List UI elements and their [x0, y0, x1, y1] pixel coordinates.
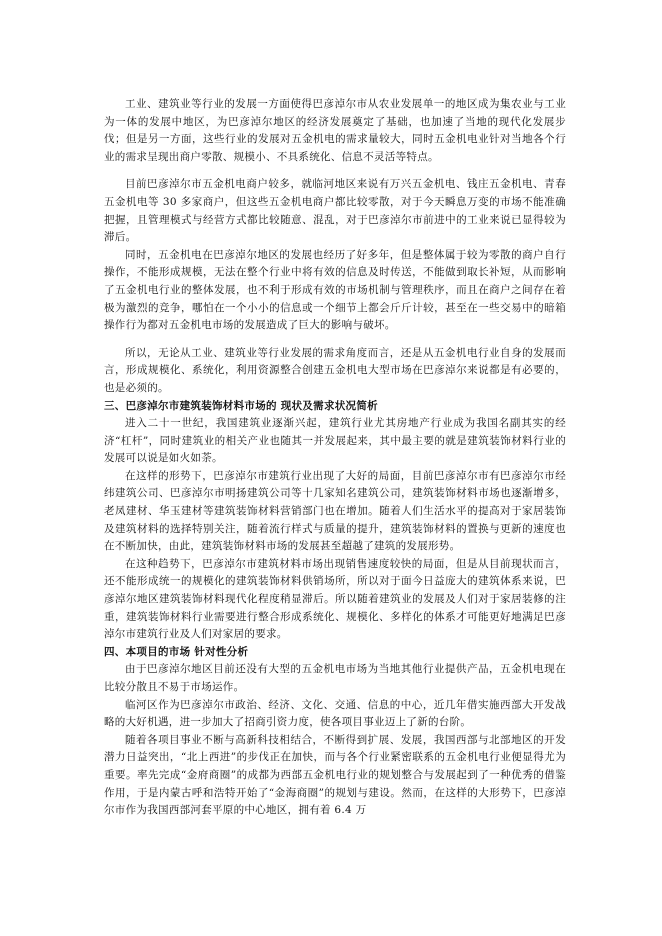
paragraph-scattered-operation: 同时，五金机电在巴彦淖尔地区的发展也经历了好多年，但是整体属于较为零散的商户自行操作，不能形成规模，无法在整个行业中将有效的信息及时传送，不能做到取长补短，从而影响了五金机电行业的整体发展，也不利于形成有效的市场机制与管理秩序，而且在商户之间存在着极为激烈的竞争，哪怕在一个小小的信息或一个细节上都会斤斤计较，甚至在一些交易中的暗箱操作行为都对五金机电市场的发展造成了巨大的影响与破坏。 — [104, 248, 566, 332]
paragraph-no-large-market: 由于巴彦淖尔地区目前还没有大型的五金机电市场为当地其他行业提供产品，五金机电现在比较分散且不易于市场运作。 — [104, 663, 566, 693]
paragraph-construction-situation: 在这样的形势下，巴彦淖尔市建筑行业出现了大好的局面，目前巴彦淖尔市有巴彦淖尔市经纬建筑公司、巴彦淖尔市明扬建筑公司等十几家知名建筑公司，建筑装饰材料市场也逐渐增多，老凤建材、华玉建材等建筑装饰材料营销部门也在增加。随着人们生活水平的提高对于家居装饰及建筑材料的选择特别关注，随着流行样式与质量的提升，建筑装饰材料的置换与更新的速度也在不断加快，由此，建筑装饰材料市场的发展甚至超越了建筑的发展形势。 — [104, 469, 566, 553]
paragraph-21st-century: 进入二十一世纪，我国建筑业逐渐兴起，建筑行业尤其房地产行业成为我国名副其实的经济“杠杆”，同时建筑业的相关产业也随其一并发展起来，其中最主要的就是建筑装饰材料行业的发展可以说是如火如荼。 — [104, 417, 566, 465]
paragraph-industry-development: 工业、建筑业等行业的发展一方面使得巴彦淖尔市从农业发展单一的地区成为集农业与工业为一体的发展中地区，为巴彦淖尔地区的经济发展奠定了基础，也加速了当地的现代化发展步伐；但是另一方面，这些行业的发展对五金机电的需求量较大，同时五金机电业针对当地各个行业的需求呈现出商户零散、规模小、不具系统化、信息不灵活等特点。 — [104, 98, 566, 163]
paragraph-conclusion-necessity: 所以，无论从工业、建筑业等行业发展的需求角度而言，还是从五金机电行业自身的发展而言，形成规模化、系统化，利用资源整合创建五金机电大型市场在巴彦淖尔来说都是有必要的，也是必须的。 — [104, 346, 566, 394]
paragraph-linhe-center: 临河区作为巴彦淖尔市政治、经济、文化、交通、信息的中心，近几年借实施西部大开发战略的大好机遇，进一步加大了招商引资力度，使各项目事业迈上了新的台阶。 — [104, 698, 566, 729]
section-heading-4: 四、本项目的市场 针对性分析 — [104, 645, 249, 658]
paragraph-current-merchants: 目前巴彦淖尔市五金机电商户较多，就临河地区来说有万兴五金机电、钱庄五金机电、青春五金机电等 30 多家商户，但这些五金机电商户都比较零散，对于今天瞬息万变的市场不能准确把握，且管理模式与经营方式都比较随意、混乱，对于巴彦淖尔市前进中的工业来说已显得较为滞后。 — [104, 178, 566, 244]
paragraph-west-north-development: 随着各项目事业不断与高新科技相结合，不断得到扩展、发展，我国西部与北部地区的开发潜力日益突出，“北上西进”的步伐正在加快，而与各个行业紧密联系的五金机电行业便显得尤为重要。率先完成“金府商圈”的成都为西部五金机电行业的规划整合与发展起到了一种优秀的借鉴作用，于是内蒙古呼和浩特开始了“金海商圈”的规划与建设。然而，在这样的大形势下，巴彦淖尔市作为我国西部河套平原的中心地区，拥有着 6.4 万 — [104, 733, 566, 817]
paragraph-market-trend: 在这种趋势下，巴彦淖尔市建筑材料市场出现销售速度较快的局面，但是从目前现状而言，还不能形成统一的规模化的建筑装饰材料供销场所，所以对于面今日益庞大的建筑体系来说，巴彦淖尔地区建筑装饰材料现代化程度稍显滞后。所以随着建筑业的发展及人们对于家居装修的注重，建筑装饰材料行业需要进行整合形成系统化、规模化、多样化的体系才可能更好地满足巴彦淖尔市建筑行业及人们对家居的要求。 — [104, 557, 566, 641]
section-heading-3: 三、巴彦淖尔市建筑装饰材料市场的 现状及需求状况简析 — [104, 399, 378, 412]
document-body — [104, 96, 566, 820]
